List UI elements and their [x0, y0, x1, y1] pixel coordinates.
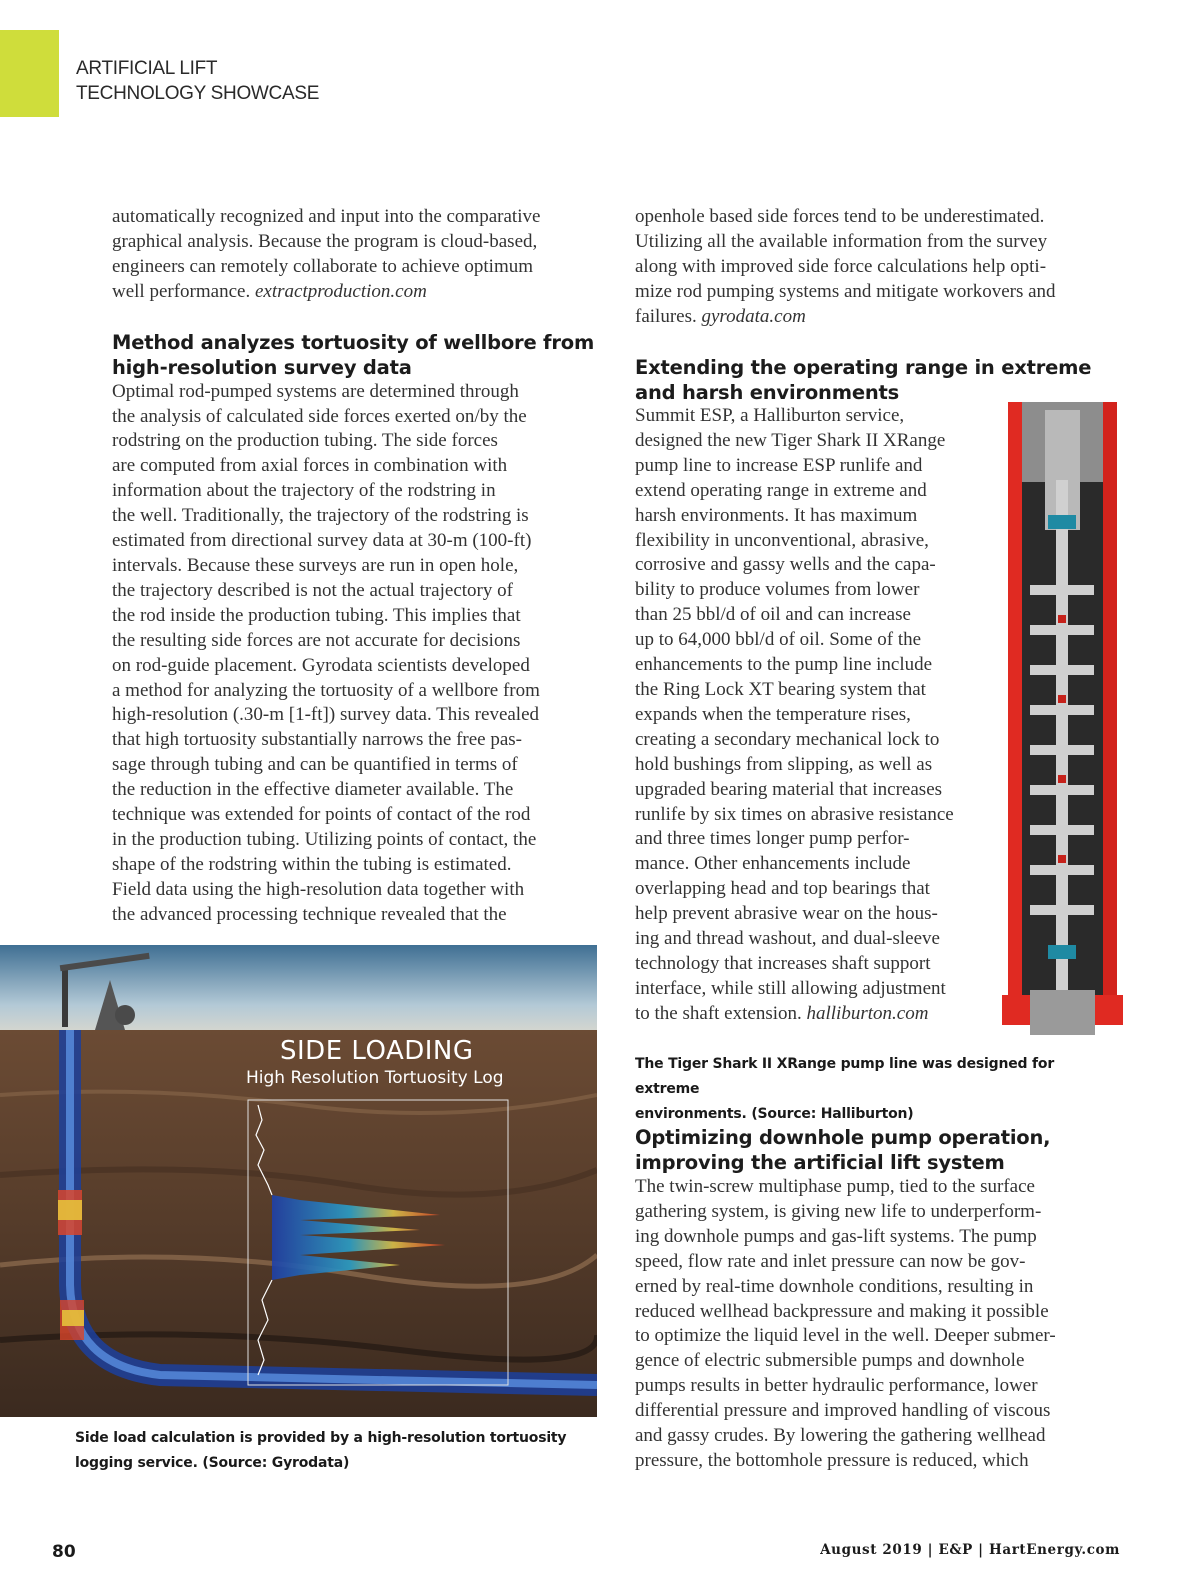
- text-line: reduced wellhead backpressure and making it possible: [635, 1300, 1049, 1322]
- text-line: openhole based side forces tend to be underestimated.: [635, 206, 1045, 227]
- text-line: gence of electric submersible pumps and downhole: [635, 1350, 1025, 1372]
- housing-right: [1103, 402, 1117, 1022]
- left-column: [112, 205, 604, 928]
- text-line: automatically recognized and input into the comparative: [112, 206, 541, 227]
- text-line: pressure, the bottomhole pressure is reduced, which: [635, 1449, 1029, 1471]
- text-line: estimated from directional survey data at 30-m (100-ft): [112, 530, 532, 552]
- text-line: mance. Other enhancements include: [635, 853, 911, 875]
- publication-footer: August 2019 | E&P | HartEnergy.com: [820, 1542, 1120, 1558]
- section-label: [76, 56, 319, 106]
- source-link-halliburton[interactable]: halliburton.com: [806, 1002, 929, 1024]
- article-heading-pump: [635, 1125, 1123, 1175]
- housing-left: [1008, 402, 1022, 1022]
- article-body-esp: [635, 404, 990, 1027]
- caption-line: logging service. (Source: Gyrodata): [75, 1455, 350, 1471]
- text-line: The twin-screw multiphase pump, tied to the surface: [635, 1176, 1035, 1197]
- text-line: rodstring on the production tubing. The side forces: [112, 430, 498, 452]
- text-line: mize rod pumping systems and mitigate workovers and: [635, 280, 1056, 302]
- heading-line: Optimizing downhole pump operation,: [635, 1126, 1051, 1149]
- heading-line: Method analyzes tortuosity of wellbore from: [112, 330, 595, 354]
- text-line: speed, flow rate and inlet pressure can now be gov-: [635, 1250, 1026, 1272]
- text-line: upgraded bearing material that increases: [635, 778, 943, 800]
- text-line: up to 64,000 bbl/d of oil. Some of the: [635, 629, 922, 651]
- text-line: shape of the rodstring within the tubing is estimated.: [112, 853, 512, 875]
- text-line: differential pressure and improved handling of viscous: [635, 1400, 1051, 1422]
- text-line: engineers can remotely collaborate to achieve optimum: [112, 255, 533, 277]
- text-line: hold bushings from slipping, as well as: [635, 753, 933, 775]
- text-line: the rod inside the production tubing. This implies that: [112, 604, 521, 626]
- text-line: are computed from axial forces in combination with: [112, 455, 508, 477]
- text-line: Utilizing all the available information from the survey: [635, 230, 1048, 252]
- text-line: on rod-guide placement. Gyrodata scientists developed: [112, 654, 530, 676]
- text-line: [635, 305, 1123, 330]
- text-line: the advanced processing technique revealed that the: [112, 903, 507, 925]
- right-column-top: [635, 205, 1123, 405]
- text-line: corrosive and gassy wells and the capa-: [635, 554, 936, 576]
- text-line: expands when the temperature rises,: [635, 703, 911, 725]
- text-line: runlife by six times on abrasive resistance: [635, 803, 954, 825]
- impeller-stages: [1030, 585, 1094, 915]
- text-line: [635, 1002, 990, 1027]
- caption-line: Side load calculation is provided by a high-resolution tortuosity: [75, 1430, 567, 1446]
- side-loading-figure: [0, 945, 597, 1417]
- text-line: harsh environments. It has maximum: [635, 504, 918, 526]
- text-line: overlapping head and top bearings that: [635, 878, 930, 900]
- text-line: the trajectory described is not the actual trajectory of: [112, 579, 513, 601]
- text-line: the resulting side forces are not accurate for decisions: [112, 629, 521, 651]
- text-line: erned by real-time downhole conditions, resulting in: [635, 1275, 1034, 1297]
- section-label-line2: TECHNOLOGY SHOWCASE: [76, 83, 320, 104]
- text-line: bility to produce volumes from lower: [635, 579, 920, 601]
- text-line: the well. Traditionally, the trajectory of the rodstring is: [112, 505, 529, 527]
- article-body-tortuosity: [112, 380, 604, 928]
- text-line: the Ring Lock XT bearing system that: [635, 678, 926, 700]
- page-number: 80: [52, 1542, 76, 1562]
- article-heading-tortuosity: [112, 330, 604, 380]
- text-line: along with improved side force calculations help opti-: [635, 255, 1047, 277]
- side-loading-caption: [75, 1426, 575, 1476]
- text-line: Optimal rod-pumped systems are determined through: [112, 380, 519, 402]
- text-line: in the production tubing. Utilizing points of contact, the: [112, 828, 537, 850]
- caption-line: The Tiger Shark II XRange pump line was designed for extreme: [635, 1056, 1055, 1097]
- caption-line: environments. (Source: Halliburton): [635, 1106, 914, 1122]
- text-line: high-resolution (.30-m [1-ft]) survey data. This revealed: [112, 704, 540, 726]
- text-line: [112, 280, 604, 305]
- text-line: extend operating range in extreme and: [635, 479, 927, 501]
- text-span: to the shaft extension.: [635, 1002, 802, 1024]
- text-line: Field data using the high-resolution data together with: [112, 878, 525, 900]
- heading-line: and harsh environments: [635, 380, 900, 404]
- source-link-extractproduction[interactable]: extractproduction.com: [254, 280, 427, 302]
- source-link-gyrodata[interactable]: gyrodata.com: [701, 305, 806, 327]
- text-line: sage through tubing and can be quantified in terms of: [112, 754, 518, 776]
- pump-figure: [1000, 400, 1125, 1035]
- text-line: information about the trajectory of the rodstring in: [112, 480, 496, 502]
- text-line: interface, while still allowing adjustment: [635, 977, 946, 999]
- section-label-line1: ARTIFICIAL LIFT: [76, 58, 218, 79]
- heading-line: high-resolution survey data: [112, 355, 412, 379]
- text-line: pump line to increase ESP runlife and: [635, 454, 923, 476]
- text-line: pumps results in better hydraulic performance, lower: [635, 1375, 1038, 1397]
- text-line: help prevent abrasive wear on the hous-: [635, 903, 938, 925]
- pump-caption: [635, 1052, 1120, 1127]
- text-line: creating a secondary mechanical lock to: [635, 728, 940, 750]
- text-line: intervals. Because these surveys are run in open hole,: [112, 554, 519, 576]
- right-column-bottom: [635, 1125, 1123, 1474]
- text-line: the analysis of calculated side forces exerted on/by the: [112, 405, 527, 427]
- section-tab: [0, 30, 59, 117]
- text-line: to optimize the liquid level in the well. Deeper submer-: [635, 1325, 1056, 1347]
- text-line: flexibility in unconventional, abrasive,: [635, 529, 929, 551]
- text-span: well performance.: [112, 280, 251, 302]
- side-loading-subtitle: High Resolution Tortuosity Log: [246, 1068, 504, 1088]
- text-line: ing and thread washout, and dual-sleeve: [635, 928, 940, 950]
- text-line: ing downhole pumps and gas-lift systems. The pump: [635, 1225, 1037, 1247]
- text-line: than 25 bbl/d of oil and can increase: [635, 604, 911, 626]
- text-line: a method for analyzing the tortuosity of a wellbore from: [112, 679, 540, 701]
- article-heading-esp: [635, 355, 1123, 405]
- pump-illustration: [1000, 400, 1125, 1035]
- text-line: Summit ESP, a Halliburton service,: [635, 405, 905, 426]
- text-line: and gassy crudes. By lowering the gathering wellhead: [635, 1425, 1046, 1447]
- text-line: enhancements to the pump line include: [635, 654, 933, 676]
- heading-line: Extending the operating range in extreme: [635, 355, 1092, 379]
- text-line: gathering system, is giving new life to underperform-: [635, 1200, 1042, 1222]
- text-line: designed the new Tiger Shark II XRange: [635, 429, 946, 451]
- text-line: that high tortuosity substantially narrows the free pas-: [112, 729, 522, 751]
- side-loading-illustration: [0, 945, 597, 1417]
- text-line: technique was extended for points of contact of the rod: [112, 804, 531, 826]
- text-line: the reduction in the effective diameter available. The: [112, 779, 514, 801]
- heading-line: improving the artificial lift system: [635, 1151, 1005, 1174]
- text-line: and three times longer pump perfor-: [635, 828, 910, 850]
- side-loading-title: SIDE LOADING: [280, 1036, 474, 1066]
- text-line: graphical analysis. Because the program is cloud-based,: [112, 230, 538, 252]
- text-line: technology that increases shaft support: [635, 952, 931, 974]
- text-span: failures.: [635, 305, 697, 327]
